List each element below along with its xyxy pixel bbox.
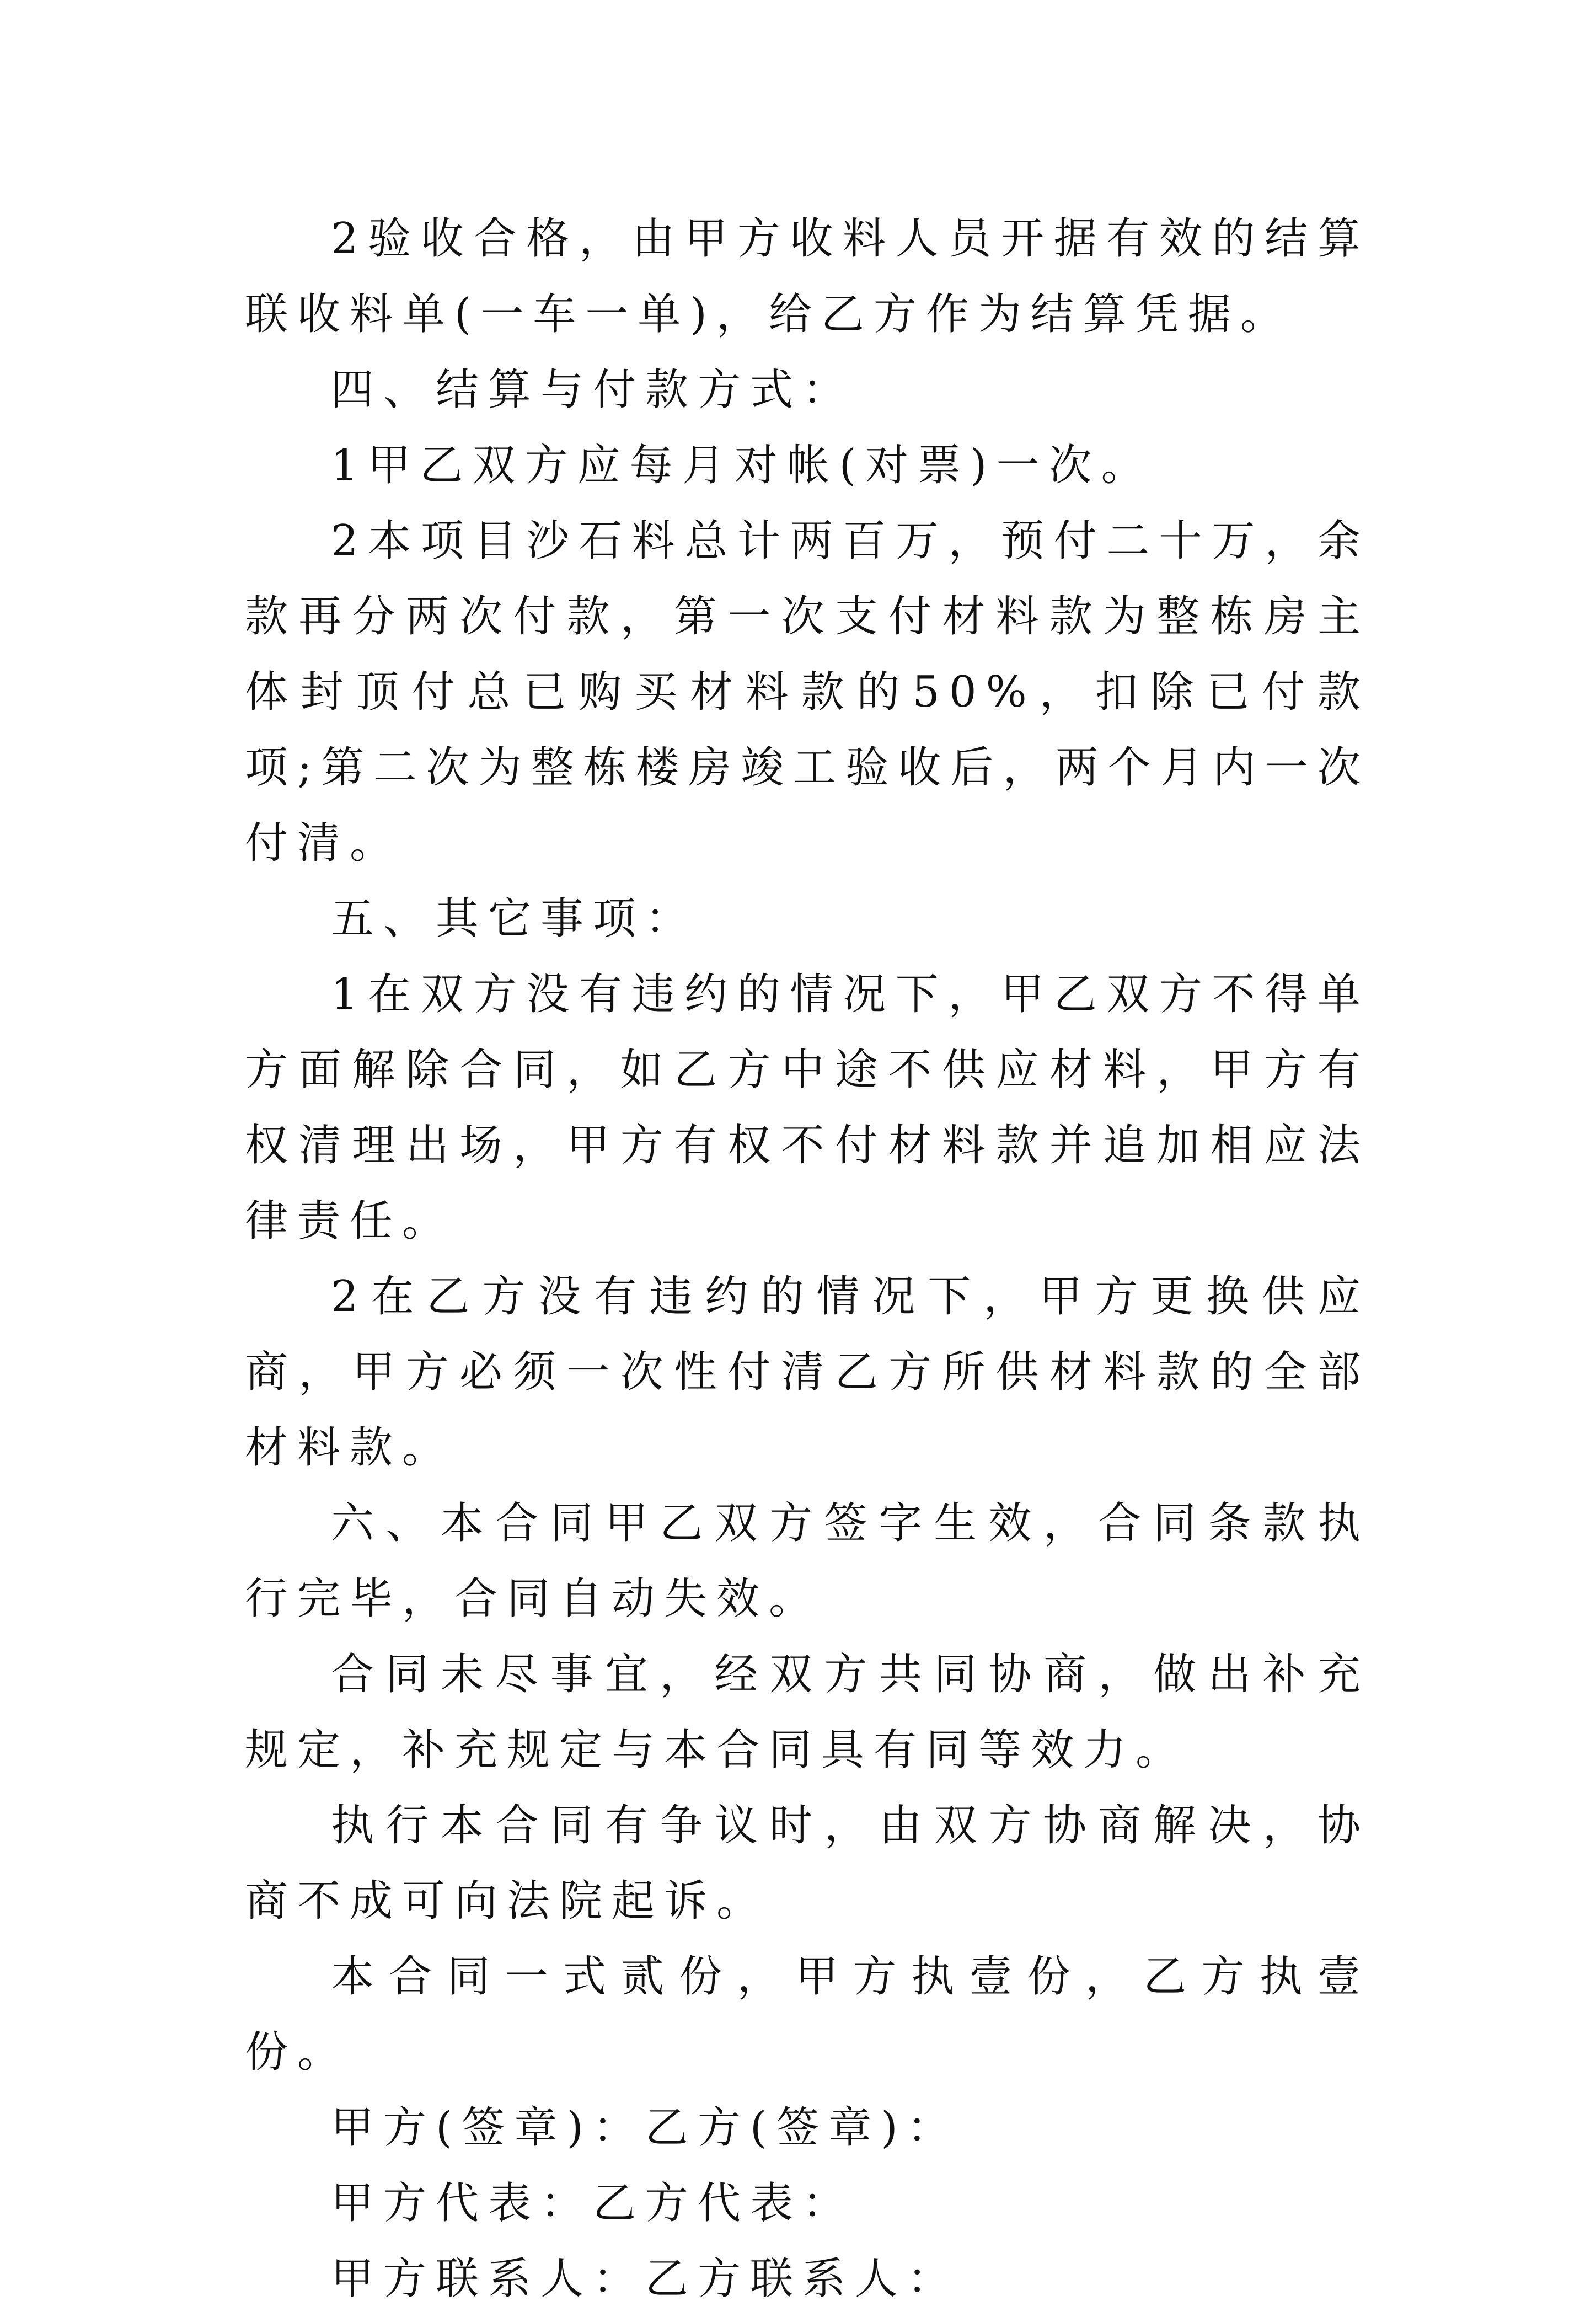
heading-settlement-payment: 四、结算与付款方式： xyxy=(331,365,855,415)
paragraph-monthly-reconciliation: 1甲乙双方应每月对帐(对票)一次。 xyxy=(331,441,1154,490)
paragraph-no-unilateral-termination: 1在双方没有违约的情况下，甲乙双方不得单方面解除合同，如乙方中途不供应材料，甲方有权清理出场，甲方有权不付材料款并追加相应法律责任。 xyxy=(245,970,1370,1246)
paragraph-supplier-change: 2在乙方没有违约的情况下，甲方更换供应商，甲方必须一次性付清乙方所供材料款的全部材料款。 xyxy=(245,1272,1370,1473)
heading-other-matters: 五、其它事项： xyxy=(331,894,698,944)
paragraph-supplementary-terms: 合同未尽事宜，经双方共同协商，做出补充规定，补充规定与本合同具有同等效力。 xyxy=(245,1650,1370,1775)
signature-line-representative: 甲方代表：乙方代表： xyxy=(331,2179,855,2228)
document-body xyxy=(245,201,1370,2317)
signature-line-seal: 甲方(签章)：乙方(签章)： xyxy=(331,2103,960,2153)
signature-line-contact: 甲方联系人：乙方联系人： xyxy=(331,2254,960,2304)
paragraph-contract-effect: 六、本合同甲乙双方签字生效，合同条款执行完毕，合同自动失效。 xyxy=(245,1499,1370,1624)
paragraph-acceptance-receipt: 2验收合格，由甲方收料人员开据有效的结算联收料单(一车一单)，给乙方作为结算凭据。 xyxy=(245,214,1370,339)
paragraph-payment-terms: 2本项目沙石料总计两百万，预付二十万，余款再分两次付款，第一次支付材料款为整栋房主体封顶付总已购买材料款的50%，扣除已付款项;第二次为整栋楼房竣工验收后，两个月内一次付清。 xyxy=(245,516,1370,868)
paragraph-dispute-resolution: 执行本合同有争议时，由双方协商解决，协商不成可向法院起诉。 xyxy=(245,1801,1370,1926)
paragraph-copies: 本合同一式贰份，甲方执壹份，乙方执壹份。 xyxy=(245,1952,1370,2077)
